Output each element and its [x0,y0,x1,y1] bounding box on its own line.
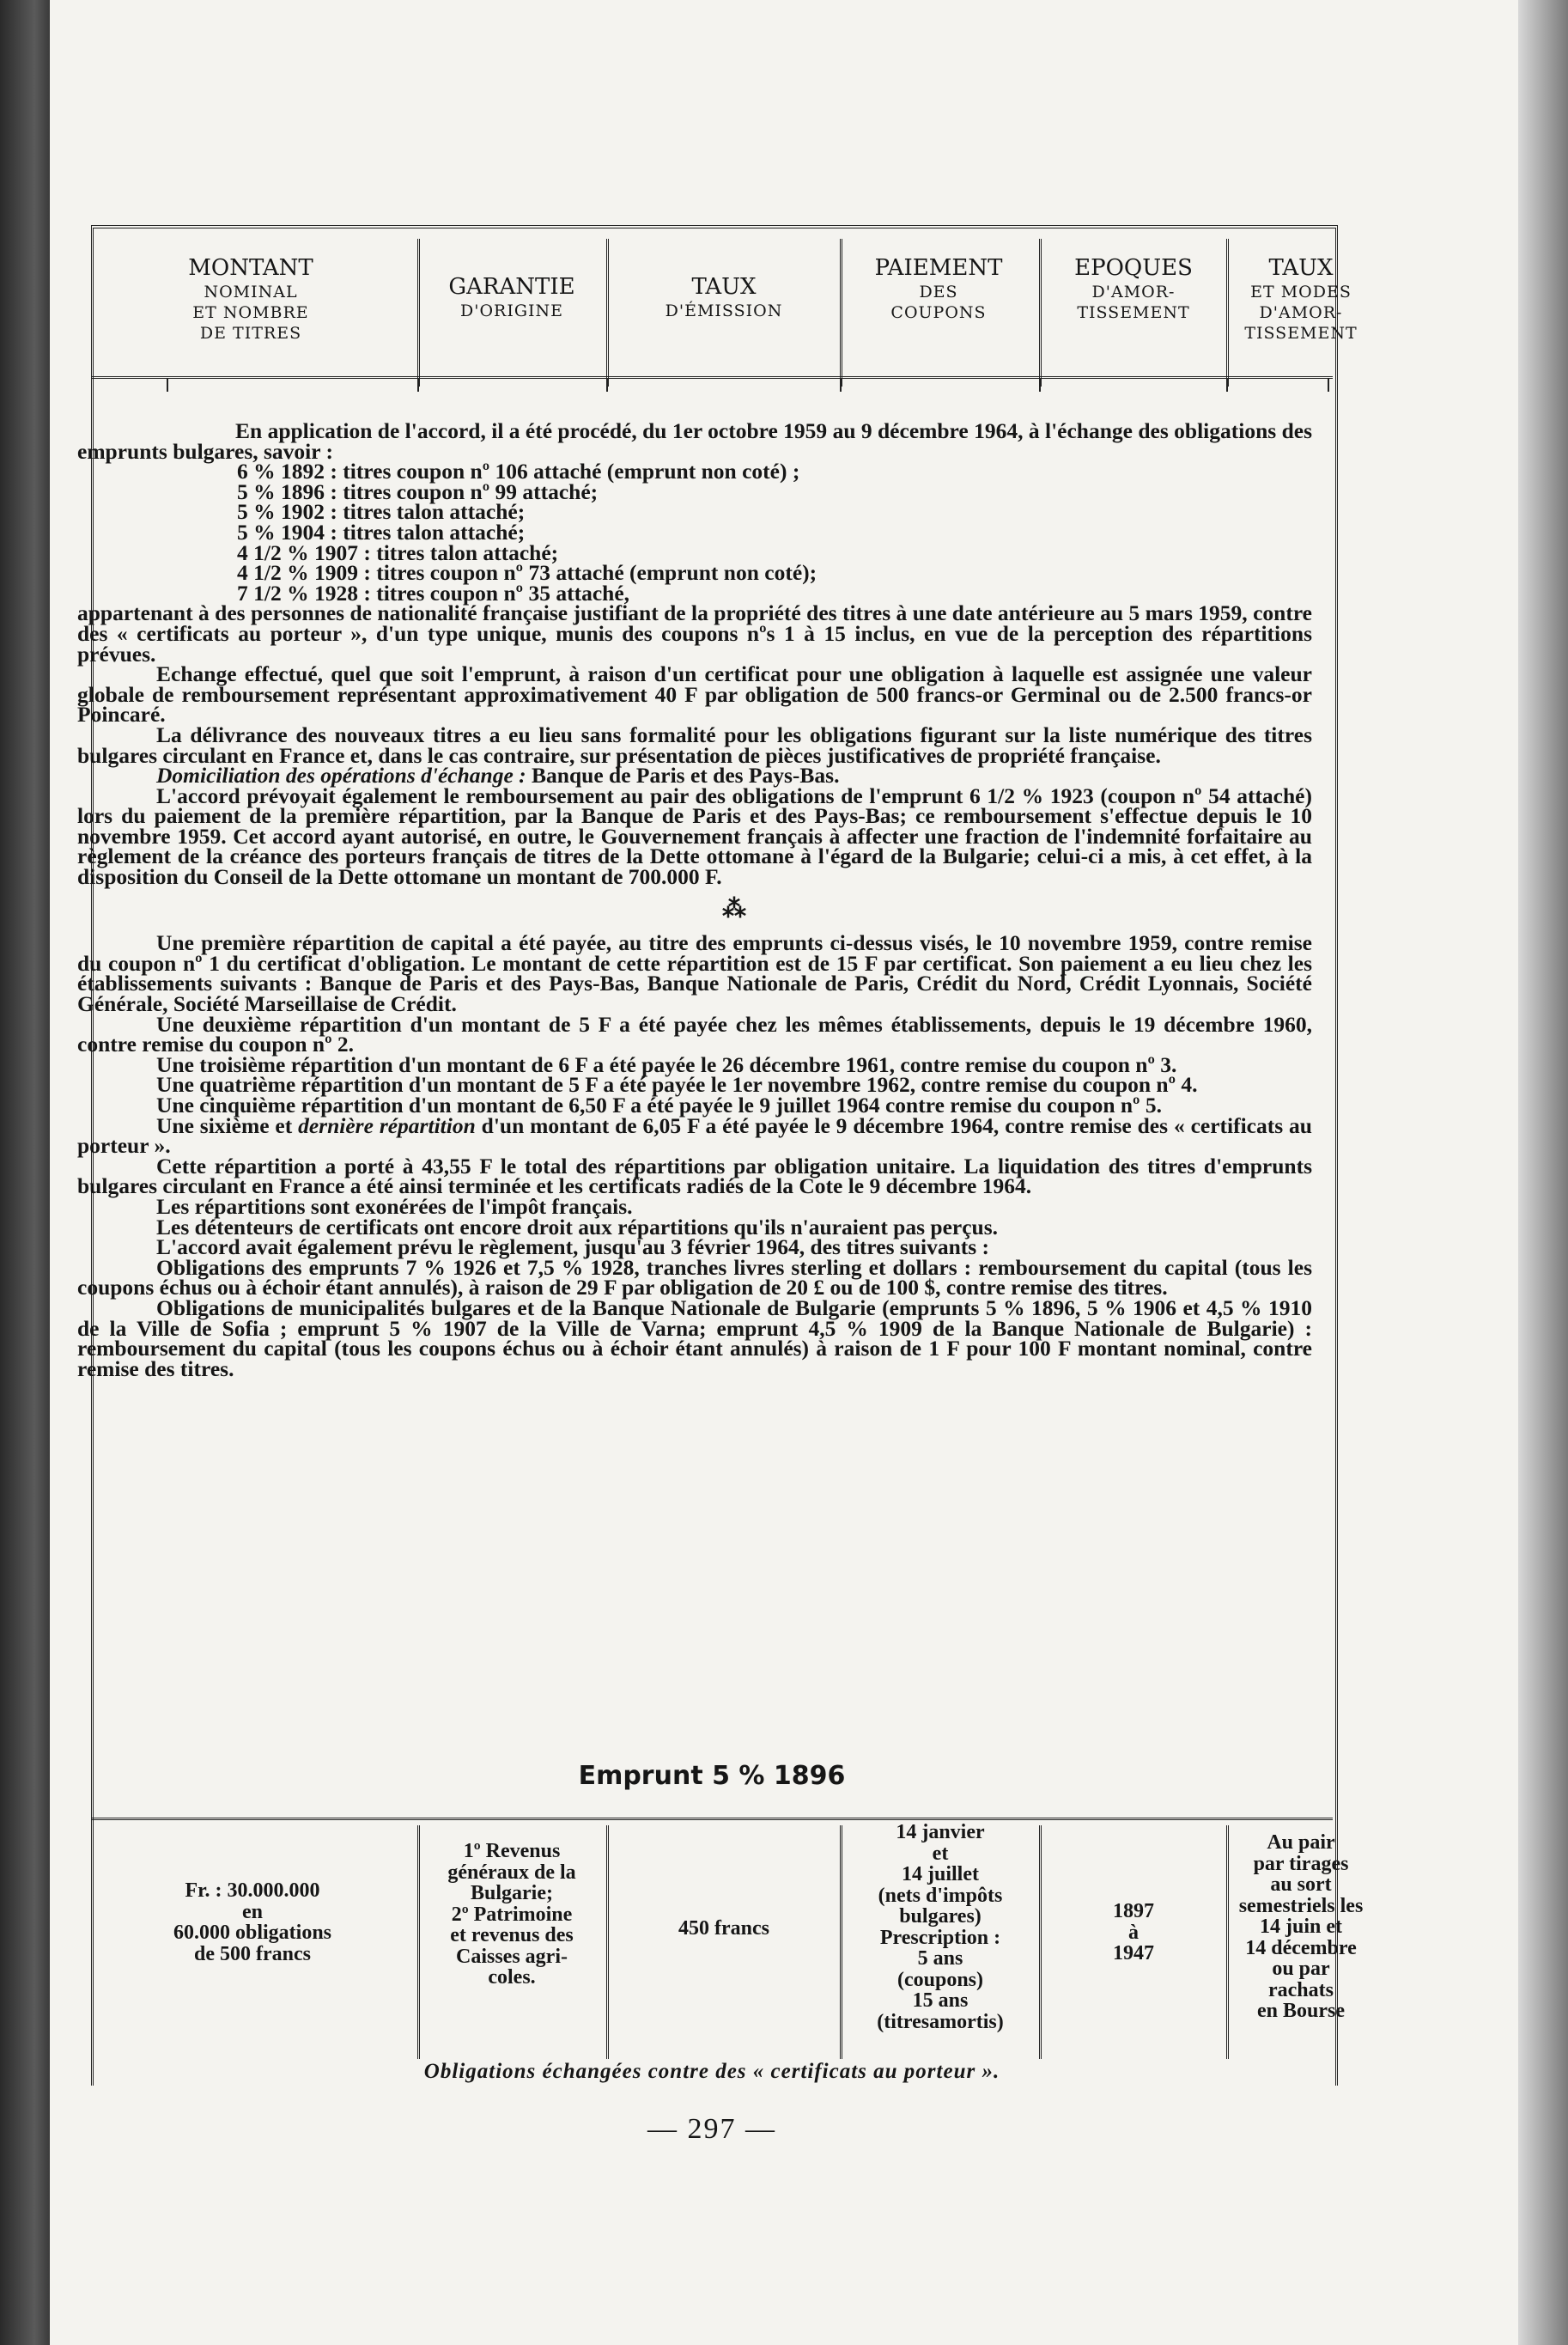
cell-line: 1897 [1113,1900,1154,1922]
row-divider [840,1825,842,2059]
header-column-ticks [91,378,1333,392]
paragraph: Les détenteurs de certificats ont encore droit aux répartitions qu'ils n'auraient pas perçus. [156,1214,999,1240]
cell-line: 14 janvier [896,1821,985,1843]
text-span: Une sixième et [156,1112,299,1138]
paragraph-last-repartition [77,1112,1312,1159]
header-montant-line: ET NOMBRE [192,303,309,322]
emprunt-title: Emprunt 5 % 1896 [578,1761,846,1791]
header-montant-line: DE TITRES [199,324,302,343]
cell-line: Au pair [1267,1831,1335,1854]
paragraph: Cette répartition a porté à 43,55 F le total des répartitions par obligation unitaire. La liquidation des titres d'emprunts bulgares circulant en France a été ainsi terminée et les certificats radiés de la Cote le 9 décembre 1964. [77,1153,1312,1199]
paragraph: La délivrance des nouveaux titres a eu lieu sans formalité pour les obligations figurant sur la liste numérique des titres bulgares circulant en France et, dans le cas contraire, sur présentation de pièces justificatives de propriété française. [77,722,1312,768]
header-modes [1230,235,1372,392]
cell-garantie [421,1841,603,1989]
cell-line: ou par [1272,1958,1330,1980]
header-divider [1226,239,1229,387]
cell-line: par tirages [1253,1852,1349,1875]
bond-list-item: 4 1/2 % 1907 : titres talon attaché; [237,539,559,565]
paragraph: appartenant à des personnes de nationalité française justifiant de la propriété des titres à une date antérieure au 5 mars 1959, contre des « certificats au porteur », d'un type unique, munis des coupons nºs 1 à 15 inclus, en vue de la perception des répartitions prévues. [77,600,1312,667]
cell-montant [91,1880,414,1964]
bond-list-item: 5 % 1902 : titres talon attaché; [237,499,526,525]
cell-line: coles. [488,1966,536,1989]
paragraph: Une quatrième répartition d'un montant de 5 F a été payée le 1er novembre 1962, contre remise du coupon nº 4. [156,1072,1198,1098]
binding-shadow-left [0,0,50,2345]
cell-line: 450 francs [678,1917,769,1940]
bond-list-item: 5 % 1896 : titres coupon nº 99 attaché; [237,478,599,504]
page-number: — 297 — [647,2113,776,2145]
domiciliation-text: Banque de Paris et des Pays-Bas. [526,763,840,789]
row-divider [417,1825,420,2059]
bond-list-item: 5 % 1904 : titres talon attaché; [237,519,526,545]
cell-line: Prescription : [879,1926,1001,1949]
cell-line: (nets d'impôts [878,1884,1003,1907]
paragraph: Une cinquième répartition d'un montant de 6,50 F a été payée le 9 juillet 1964 contre remise du coupon nº 5. [156,1093,1162,1118]
paragraph: Une deuxième répartition d'un montant de 5 F a été payée chez les mêmes établissements, depuis le 19 décembre 1960, contre remise du coupon nº 2. [77,1011,1312,1057]
cell-line: et revenus des [450,1924,574,1946]
cell-line: 14 juillet [902,1863,979,1885]
cell-line: (titresamortis) [877,2010,1004,2033]
bond-list-item: 7 1/2 % 1928 : titres coupon nº 35 attaché, [237,580,630,606]
paragraph: L'accord prévoyait également le remboursement au pair des obligations de l'emprunt 6 1/2 % 1923 (coupon nº 54 attaché) lors du paiement de la première répartition, par la Banque de Paris et des Pays-Bas; ce remboursement s'effectue depuis le 10 novembre 1959. Cet accord ayant autorisé, en outre, le Gouvernement français à affecter une fraction de l'indemnité forfaitaire au règlement de la créance des porteurs français de titres de la Dette ottomane à l'égard de la Bulgarie; celui-ci a mis, à cet effet, à la disposition du Conseil de la Dette ottomane un montant de 700.000 F. [77,783,1312,890]
bond-list-item: 4 1/2 % 1909 : titres coupon nº 73 attaché (emprunt non coté); [237,560,817,586]
paragraph: Les répartitions sont exonérées de l'impôt français. [156,1193,633,1219]
paragraph: Une première répartition de capital a été payée, au titre des emprunts ci-dessus visés, le 10 novembre 1959, contre remise du coupon nº 1 du certificat d'obligation. Le montant de cette répartition est de 15 F par certificat. Son paiement a eu lieu chez les établissements suivants : Banque de Paris et des Pays-Bas, Banque Nationale de Paris, Crédit du Nord, Crédit Lyonnais, Société Générale, Société Marseillaise de Crédit. [77,930,1312,1017]
header-paiement [843,235,1034,392]
cell-line: et [932,1842,949,1865]
header-epoques-line: TISSEMENT [1077,303,1190,322]
body-text [77,418,1312,1381]
header-garantie [421,235,603,392]
emprunt-row [91,1818,1364,2061]
cell-line: semestriels les [1238,1894,1364,1917]
cell-line: rachats [1268,1978,1334,2001]
cell-line: en [242,1900,263,1923]
cell-line: Bulgarie; [471,1882,553,1904]
header-taux-line: D'ÉMISSION [665,302,783,320]
header-montant-title: MONTANT [188,255,313,281]
cell-line: 14 juin et [1260,1916,1342,1938]
bond-list [156,459,1312,606]
cell-line: au sort [1270,1873,1332,1896]
header-modes-line: ET MODES [1250,283,1352,302]
cell-line: de 500 francs [194,1942,311,1965]
header-taux-title: TAUX [691,274,757,300]
intro-paragraph: En application de l'accord, il a été procédé, du 1er octobre 1959 au 9 décembre 1964, à l'échange des obligations des emprunts bulgares, savoir : [77,418,1312,464]
header-garantie-line: D'ORIGINE [459,302,564,320]
cell-line: 1º Revenus [463,1840,561,1862]
header-montant-line: NOMINAL [204,283,298,302]
cell-line: bulgares) [899,1905,982,1928]
bond-list-item: 6 % 1892 : titres coupon nº 106 attaché (emprunt non coté) ; [237,459,800,484]
cell-line: généraux de la [447,1861,576,1884]
cell-line: Caisses agri- [456,1945,568,1968]
page-edge-right [1518,0,1568,2345]
cell-modes [1230,1832,1372,2022]
cell-epoques [1042,1901,1225,1964]
paragraph: Obligations de municipalités bulgares et de la Banque Nationale de Bulgarie (emprunts 5 % 1896, 5 % 1906 et 4,5 % 1910 de la Ville de Sofia ; emprunt 5 % 1907 de la Ville de Varna; emprunt 4,5 % 1909 de la Banque Nationale de Bulgarie) : remboursement du capital (tous les coupons échus ou à échoir étant annulés) à raison de 1 F pour 100 F montant nominal, contre remise des titres. [77,1294,1312,1381]
cell-line: 14 décembre [1245,1936,1357,1959]
header-epoques [1042,235,1225,392]
paragraph: Echange effectué, quel que soit l'emprunt, à raison d'un certificat pour une obligation à laquelle est assignée une valeur globale de remboursement représentant approximativement 40 F par obligation de 500 francs-or Germinal ou de 2.500 francs-or Poincaré. [77,661,1312,728]
table-header [91,235,1358,392]
header-modes-title: TAUX [1268,255,1334,281]
header-taux [610,235,838,392]
row-divider [1226,1825,1229,2059]
header-garantie-title: GARANTIE [448,274,575,300]
row-divider [1039,1825,1042,2059]
text-span-italic: dernière répartition [298,1112,476,1138]
paragraph: L'accord avait également prévu le règlement, jusqu'au 3 février 1964, des titres suivants : [156,1234,990,1260]
header-divider [606,239,609,387]
cell-paiement [843,1822,1037,2032]
cell-taux [610,1918,838,1940]
header-modes-line: TISSEMENT [1244,324,1358,343]
cell-line: (coupons) [896,1968,984,1991]
header-paiement-title: PAIEMENT [874,255,1003,281]
cell-line: 15 ans [912,1989,969,2012]
header-modes-line: D'AMOR- [1259,303,1343,322]
cell-line: 60.000 obligations [173,1922,332,1944]
header-epoques-title: EPOQUES [1074,255,1193,281]
paragraph: Une troisième répartition d'un montant de 6 F a été payée le 26 décembre 1961, contre remise du coupon nº 3. [156,1051,1177,1077]
text-span: d'un montant de 6,05 F a été payée le 9 décembre 1964, contre remise des « certificats au porteur ». [77,1112,1312,1159]
paragraph: Obligations des emprunts 7 % 1926 et 7,5 % 1928, tranches livres sterling et dollars : remboursement du capital (tous les coupons échus ou à échoir étant annulés), à raison de 29 F par obligation de 20 £ ou de 100 $, contre remise des titres. [77,1254,1312,1300]
cell-line: à [1128,1921,1139,1944]
domiciliation-label: Domiciliation des opérations d'échange : [156,763,526,789]
cell-line: 2º Patrimoine [451,1903,573,1926]
header-divider [840,239,842,387]
header-montant [91,235,410,392]
section-separator: ⁂ [722,895,746,923]
footnote: Obligations échangées contre des « certificats au porteur ». [423,2060,1000,2083]
header-divider [1039,239,1042,387]
header-paiement-line: COUPONS [890,303,987,322]
row-divider [606,1825,609,2059]
header-divider [417,239,420,387]
header-epoques-line: D'AMOR- [1091,283,1176,302]
cell-line: 5 ans [917,1947,963,1970]
cell-line: 1947 [1113,1942,1154,1964]
header-paiement-line: DES [919,283,958,302]
cell-line: Fr. : 30.000.000 [185,1879,320,1902]
cell-line: en Bourse [1257,2000,1345,2022]
